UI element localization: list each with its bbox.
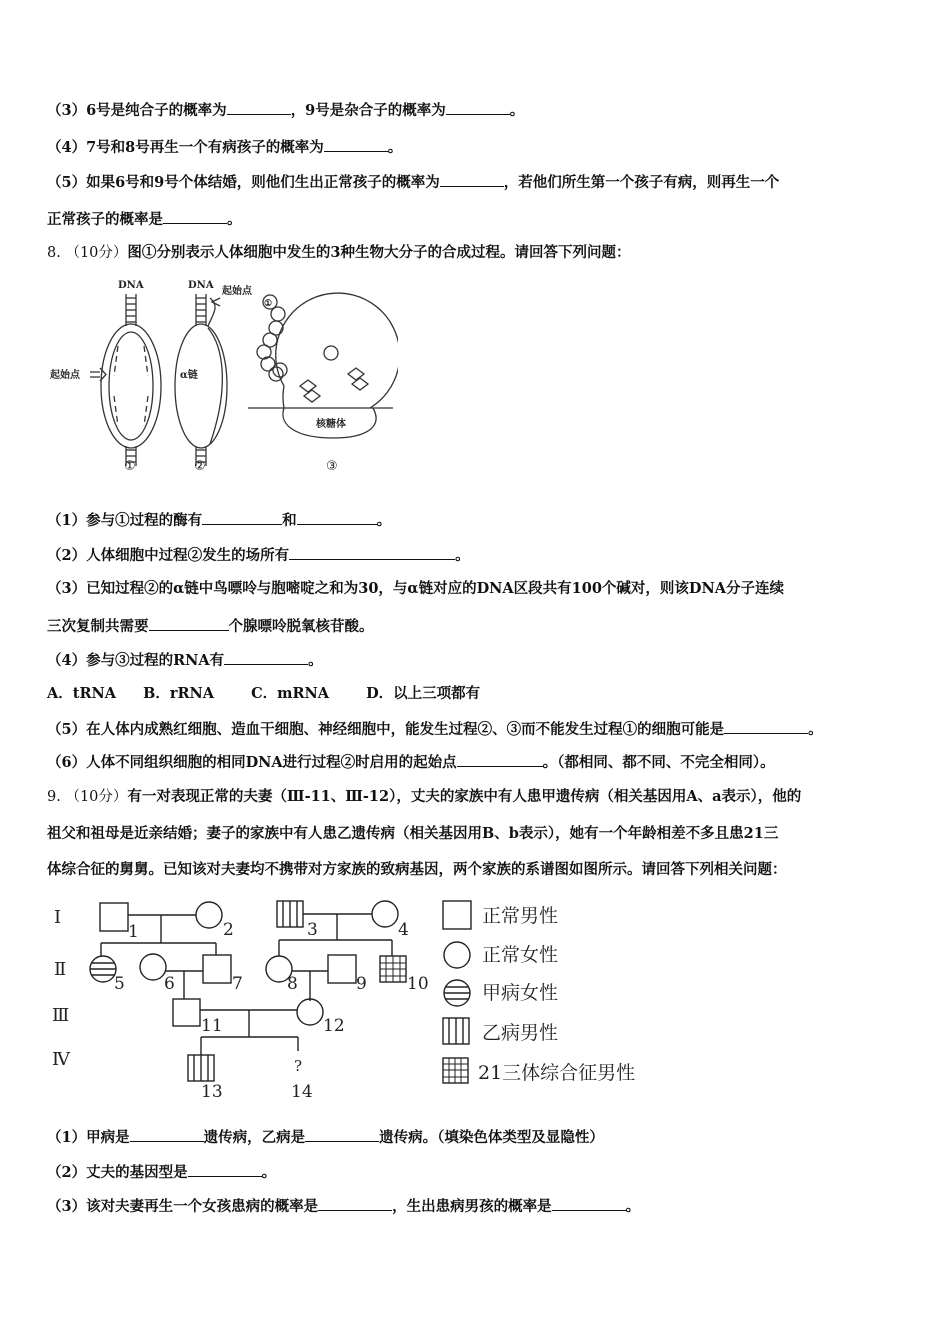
q9-sub3-text: （3）该对夫妻再生一个女孩患病的概率是 — [47, 1198, 319, 1215]
legend-normal-male: 正常男性 — [482, 905, 559, 927]
punct: 。（都相同、都不同、不完全相同）。 — [542, 754, 775, 771]
origin-label: 起始点 — [50, 370, 80, 381]
option-b[interactable]: B．rRNA — [143, 685, 215, 702]
q8-sub4 — [47, 650, 323, 671]
q8-sub4-text: （4）参与③过程的RNA有 — [47, 652, 225, 669]
q8-sub3-text-c: 个腺嘌呤脱氧核苷酸。 — [228, 618, 374, 635]
individual-7: 7 — [232, 974, 243, 994]
q8-sub3-cont — [47, 616, 374, 637]
individual-2: 2 — [223, 920, 234, 940]
q8-sub3 — [47, 579, 784, 599]
legend-disease-b-male: 乙病男性 — [482, 1022, 559, 1044]
answer-blank[interactable] — [457, 752, 543, 767]
q9-sub1-text: （1）甲病是 — [47, 1129, 130, 1146]
answer-blank[interactable] — [130, 1127, 204, 1142]
unknown-marker: ? — [294, 1057, 303, 1075]
question-number: 9. — [47, 789, 61, 805]
question-score: （10分） — [65, 245, 128, 261]
q8-sub1-text: （1）参与①过程的酶有 — [47, 512, 203, 529]
q8-options — [47, 684, 502, 704]
q9-sub1-text-b: 遗传病，乙病是 — [203, 1129, 306, 1146]
answer-blank[interactable] — [305, 1127, 379, 1142]
individual-9: 9 — [356, 974, 367, 994]
answer-blank[interactable] — [202, 510, 282, 525]
q8-sub3-text: （3）已知过程②的α链中鸟嘌呤与胞嘧啶之和为30，与α链对应的DNA区段共有100个碱对，则该DNA分子连续 — [47, 580, 785, 597]
individual-5: 5 — [114, 974, 125, 994]
punct: 。 — [808, 721, 823, 738]
generation-label: Ⅳ — [52, 1049, 70, 1070]
q8-sub1-text-b: 和 — [282, 512, 297, 529]
individual-8: 8 — [287, 974, 298, 994]
answer-blank[interactable] — [149, 616, 229, 631]
answer-blank[interactable] — [224, 650, 308, 665]
replication-diagram — [90, 294, 161, 466]
q7-sub4 — [47, 137, 402, 158]
synthesis-process-figure — [48, 276, 398, 476]
q7-sub4-text: （4）7号和8号再生一个有病孩子的概率为 — [47, 139, 324, 156]
alpha-chain-label: α链 — [180, 370, 198, 381]
punct: 。 — [376, 512, 392, 529]
q9-sub3 — [47, 1196, 640, 1217]
individual-12: 12 — [323, 1016, 345, 1036]
q8-sub5-text: （5）在人体内成熟红细胞、造血干细胞、神经细胞中，能发生过程②、③而不能发生过程①的细胞可能是 — [47, 721, 725, 738]
q9-stem-line2 — [47, 824, 778, 844]
dna-label: DNA — [188, 280, 214, 291]
dna-label: DNA — [118, 280, 144, 291]
q9-sub3-text-b: ，生出患病男孩的概率是 — [392, 1198, 552, 1215]
answer-blank[interactable] — [289, 545, 455, 560]
q8-stem — [47, 243, 631, 263]
legend-normal-female: 正常女性 — [482, 944, 559, 966]
q8-sub2 — [47, 545, 470, 566]
figure-number-1: ① — [124, 459, 136, 474]
punct: 。 — [227, 211, 242, 228]
option-d[interactable]: D．以上三项都有 — [366, 685, 481, 702]
option-c[interactable]: C．mRNA — [251, 685, 330, 702]
question-score: （10分） — [65, 789, 128, 805]
legend-disease-a-female: 甲病女性 — [482, 982, 559, 1004]
q7-sub5-text-b: ，若他们所生第一个孩子有病，则再生一个 — [503, 174, 780, 191]
q9-sub1 — [47, 1127, 604, 1148]
q7-sub5-cont — [47, 209, 242, 230]
individual-1: 1 — [128, 922, 139, 942]
q8-sub3-text-b: 三次复制共需要 — [47, 618, 149, 635]
q9-sub2 — [47, 1162, 276, 1183]
q8-sub6-text: （6）人体不同组织细胞的相同DNA进行过程②时启用的起始点 — [47, 754, 457, 771]
answer-blank[interactable] — [446, 100, 510, 115]
punct: 。 — [625, 1198, 641, 1215]
translation-diagram — [248, 293, 398, 438]
q7-sub5-text: （5）如果6号和9号个体结婚，则他们生出正常孩子的概率为 — [47, 174, 440, 191]
option-a[interactable]: A．tRNA — [47, 685, 117, 702]
amino-acid-label: ① — [264, 299, 273, 309]
q8-sub2-text: （2）人体细胞中过程②发生的场所有 — [47, 547, 290, 564]
punct: 。 — [455, 547, 470, 564]
ribosome-label: 核糖体 — [316, 419, 346, 430]
individual-11: 11 — [201, 1016, 223, 1036]
q9-sub2-text: （2）丈夫的基因型是 — [47, 1164, 188, 1181]
question-stem: 体综合征的舅舅。已知该对夫妻均不携带对方家族的致病基因，两个家族的系谱图如图所示。请回答下列相关问题： — [47, 861, 787, 878]
answer-blank[interactable] — [324, 137, 388, 152]
generation-label: Ⅱ — [54, 959, 67, 980]
q7-sub5 — [47, 172, 779, 193]
answer-blank[interactable] — [163, 209, 227, 224]
q8-sub5 — [47, 719, 823, 740]
q7-sub3-text: （3）6号是纯合子的概率为 — [47, 102, 227, 119]
answer-blank[interactable] — [552, 1196, 626, 1211]
origin-label: 起始点 — [222, 286, 252, 297]
question-stem: 祖父和祖母是近亲结婚；妻子的家族中有人患乙遗传病（相关基因用B、b表示），她有一个年龄相差不多且患21三 — [47, 825, 779, 842]
punct: 。 — [308, 652, 323, 669]
answer-blank[interactable] — [297, 510, 377, 525]
q9-stem-line3 — [47, 860, 787, 880]
q7-sub3-text-b: ，9号是杂合子的概率为 — [290, 102, 446, 119]
generation-label: Ⅲ — [52, 1005, 70, 1026]
punct: 。 — [261, 1164, 277, 1181]
q8-sub6 — [47, 752, 775, 773]
q8-sub1 — [47, 510, 391, 531]
individual-3: 3 — [307, 920, 318, 940]
question-stem: 有一对表现正常的夫妻（Ⅲ-11、Ⅲ-12），丈夫的家族中有人患甲遗传病（相关基因用A、a表示），他的 — [127, 788, 802, 805]
individual-4: 4 — [398, 920, 409, 940]
figure-number-2: ② — [194, 459, 206, 474]
generation-label: Ⅰ — [54, 907, 62, 928]
individual-10: 10 — [407, 974, 429, 994]
answer-blank[interactable] — [318, 1196, 392, 1211]
question-stem: 图①分别表示人体细胞中发生的3种生物大分子的合成过程。请回答下列问题： — [127, 244, 631, 261]
q9-sub1-text-c: 遗传病。（填染色体类型及显隐性） — [379, 1129, 604, 1146]
legend-down-syndrome-male: 21三体综合征男性 — [478, 1062, 636, 1084]
question-number: 8. — [47, 245, 61, 261]
punct: 。 — [387, 139, 403, 156]
individual-6: 6 — [164, 974, 175, 994]
punct: 。 — [509, 102, 525, 119]
q7-sub5-text-c: 正常孩子的概率是 — [47, 211, 163, 228]
individual-13: 13 — [201, 1082, 223, 1102]
figure-number-3: ③ — [326, 459, 338, 474]
answer-blank[interactable] — [440, 172, 504, 187]
q7-sub3 — [47, 100, 524, 121]
answer-blank[interactable] — [724, 719, 808, 734]
individual-14: 14 — [291, 1082, 313, 1102]
answer-blank[interactable] — [188, 1162, 262, 1177]
answer-blank[interactable] — [227, 100, 291, 115]
pedigree-chart — [40, 893, 660, 1105]
q9-stem-line1 — [47, 787, 801, 807]
pedigree-legend — [443, 901, 471, 1083]
